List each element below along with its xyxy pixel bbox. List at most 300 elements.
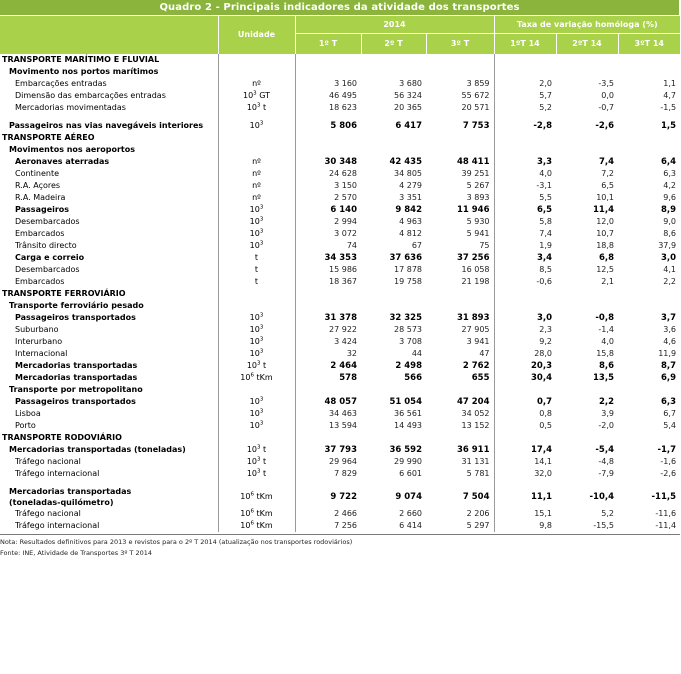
value-2t [361,288,426,300]
table-row [0,508,680,520]
row-unit [218,520,295,532]
unit-base: 10 [242,91,254,100]
rate-2t14: 2,1 [601,277,614,286]
rate-2t14: 11,4 [593,205,614,215]
unit-exponent: 3 [257,468,261,475]
value-1t: 7 256 [334,521,357,530]
row-label: TRANSPORTE MARÍTIMO E FLUVIAL [2,55,160,64]
rate-3t14: -11,6 [655,509,677,518]
rate-2t14 [556,144,618,156]
rate-1t14: -0,6 [536,277,552,286]
row-unit [218,78,295,90]
value-1t: 13 594 [329,421,357,430]
row-unit [218,168,295,180]
rate-3t14 [618,66,680,78]
value-2t [361,144,426,156]
value-2t: 3 708 [399,337,422,346]
unit-suffix: GT [256,91,271,100]
value-3t: 3 941 [426,336,494,348]
table-row [0,252,680,264]
table-row [0,276,680,288]
rate-2t14: -0,7 [598,103,614,112]
rate-2t14: 5,2 [601,509,614,518]
value-2t: 28 573 [394,325,422,334]
rate-3t14 [618,288,680,300]
value-3t: 11 946 [426,204,494,216]
rate-3t14: 4,2 [663,181,677,190]
rate-2t14: 6,8 [598,253,614,263]
value-2t [361,300,426,312]
value-2t: 44 [411,349,422,358]
unit-exponent: 3 [259,228,264,235]
value-1t: 24 628 [329,169,357,178]
rate-2t14: 3,9 [601,409,614,418]
rate-2t14: 18,8 [596,241,614,250]
rate-3t14 [618,132,680,144]
rate-2t14 [556,66,618,78]
unit-exponent: 3 [259,216,264,223]
value-1t: 2 464 [330,361,357,371]
rate-3t14: 11,9 [658,349,677,358]
value-3t: 3 859 [426,78,494,90]
row-label: Dimensão das embarcações entradas [15,91,166,100]
table-row [0,372,680,384]
row-label: Passageiros transportados [15,397,136,406]
table-row [0,312,680,324]
row-label: Tráfego nacional [15,509,81,518]
value-2t: 6 417 [395,121,422,131]
value-1t: 3 160 [334,79,357,88]
value-3t [426,384,494,396]
value-2t: 34 805 [394,169,422,178]
rate-1t14: 32,0 [534,469,552,478]
value-3t: 5 930 [426,216,494,228]
rate-1t14: 0,8 [539,409,552,418]
unit-exponent: 3 [259,324,264,331]
value-3t: 20 571 [426,102,494,114]
row-unit [218,468,295,480]
value-2t: 2 498 [395,361,422,371]
unit-exponent: 6 [250,372,254,379]
unit-suffix: t [260,361,267,370]
unit-exponent: 3 [259,348,264,355]
unit-base: 10 [249,409,260,418]
value-2t: 9 074 [395,492,422,502]
unit-base: t [254,265,259,274]
rate-2t14: 7,2 [601,169,614,178]
rate-2t14: 2,2 [598,397,614,407]
unit-base: t [254,253,259,262]
rate-1t14: 14,1 [534,457,552,466]
table-row [0,264,680,276]
value-1t [295,288,361,300]
unit-base: 10 [246,103,257,112]
unit-base: t [254,277,259,286]
value-1t [295,300,361,312]
rate-1t14: 2,3 [539,325,552,334]
unit-base: 10 [249,121,260,130]
row-label: Interurbano [15,337,63,346]
subsection-row [0,144,680,156]
header-col-1t: 1º T [295,34,361,55]
unit-exponent: 3 [257,360,261,367]
rate-1t14: 9,8 [539,521,552,530]
value-1t: 6 140 [330,205,357,215]
unit-base: 10 [249,421,260,430]
value-2t [361,384,426,396]
table-row [0,156,680,168]
row-unit [218,486,295,508]
rate-1t14: 3,3 [536,157,552,167]
rate-3t14: 9,6 [663,193,677,202]
unit-base: 10 [249,217,260,226]
rate-3t14: -2,6 [660,469,677,478]
source-text: Fonte: INE, Atividade de Transportes 3º T 2014 [0,549,153,557]
rate-3t14: 6,7 [663,409,677,418]
rate-1t14 [494,288,556,300]
rate-1t14: 0,7 [536,397,552,407]
row-label: Tráfego nacional [15,457,81,466]
row-unit [218,360,295,372]
rate-2t14: 10,1 [596,193,614,202]
table-row [0,228,680,240]
value-2t: 42 435 [389,157,422,167]
rate-2t14: 4,0 [601,337,614,346]
table-row [0,78,680,90]
rate-1t14 [494,432,556,444]
unit-base: 10 [240,373,251,382]
value-2t: 29 990 [394,457,422,466]
row-label: Movimentos nos aeroportos [9,145,135,154]
value-1t: 2 466 [334,509,357,518]
section-row [0,288,680,300]
table-row [0,102,680,114]
unit-suffix: tKm [253,373,273,382]
rate-2t14: -4,8 [598,457,614,466]
unit-base: 10 [240,509,251,518]
rate-1t14: 9,2 [539,337,552,346]
value-3t: 75 [426,240,494,252]
row-unit [218,54,295,66]
row-label: Internacional [15,349,68,358]
row-unit [218,408,295,420]
rate-2t14 [556,432,618,444]
value-1t: 2 570 [334,193,357,202]
row-label: Aeronaves aterradas [15,157,110,166]
rate-2t14 [556,384,618,396]
row-label-line2: (toneladas-quilómetro) [9,498,114,507]
row-unit [218,384,295,396]
row-label [0,486,218,508]
value-1t: 15 986 [329,265,357,274]
row-label: TRANSPORTE RODOVIÁRIO [2,433,122,442]
row-unit [218,120,295,132]
rate-2t14 [556,300,618,312]
value-3t: 48 411 [426,156,494,168]
rate-3t14: -1,6 [660,457,677,466]
rate-2t14: -2,6 [595,121,614,131]
unit-exponent: 3 [259,240,264,247]
value-1t: 9 722 [330,492,357,502]
value-2t: 6 414 [399,521,422,530]
unit-base: 10 [240,521,251,530]
value-3t: 13 152 [426,420,494,432]
unit-exponent: 3 [259,336,264,343]
row-unit [218,312,295,324]
value-2t [361,54,426,66]
header-col-2t: 2º T [361,34,426,55]
unit-suffix: t [260,103,267,112]
table-bottom-border [0,534,680,535]
unit-exponent: 3 [257,456,261,463]
unit-suffix: t [260,457,267,466]
rate-2t14: -7,9 [598,469,614,478]
value-2t [361,132,426,144]
unit-base: nº [252,79,261,88]
row-label: Porto [15,421,36,430]
unit-exponent: 3 [259,120,264,127]
rate-3t14: 6,4 [660,157,677,167]
value-2t: 56 324 [394,91,422,100]
section-row [0,132,680,144]
table-row [0,204,680,216]
table-row [0,468,680,480]
unit-exponent: 3 [259,396,264,403]
value-1t [295,54,361,66]
value-2t: 566 [404,373,422,383]
unit-exponent: 6 [250,508,254,515]
unit-suffix: tKm [253,521,273,530]
rate-2t14: -0,8 [595,313,614,323]
row-unit [218,192,295,204]
value-1t: 2 994 [334,217,357,226]
value-3t: 7 504 [426,486,494,508]
row-unit [218,432,295,444]
value-2t: 4 963 [399,217,422,226]
table-row [0,360,680,372]
rate-3t14: -11,5 [651,492,677,502]
rate-3t14: 3,6 [663,325,677,334]
header-col-3t14: 3ºT 14 [618,34,680,55]
row-unit [218,144,295,156]
rate-1t14: 5,2 [539,103,552,112]
value-2t: 9 842 [395,205,422,215]
table-row [0,240,680,252]
table-row [0,90,680,102]
rate-3t14 [618,432,680,444]
unit-base: 10 [246,445,257,454]
value-3t: 39 251 [426,168,494,180]
value-2t: 3 680 [399,79,422,88]
table-row [0,336,680,348]
row-unit [218,372,295,384]
table-row [0,168,680,180]
value-3t: 31 131 [426,456,494,468]
value-2t: 6 601 [399,469,422,478]
row-unit [218,396,295,408]
row-label: Transporte ferroviário pesado [9,301,144,310]
rate-2t14: 6,5 [601,181,614,190]
indicators-table [0,16,680,532]
rate-3t14: 8,7 [660,361,677,371]
rate-2t14: 15,8 [596,349,614,358]
value-2t: 32 325 [389,313,422,323]
rate-2t14: -15,5 [593,521,614,530]
header-col-3t: 3º T [426,34,494,55]
rate-1t14: 5,7 [539,91,552,100]
row-unit [218,240,295,252]
subsection-row [0,66,680,78]
unit-suffix: t [260,469,267,478]
rate-3t14: -1,5 [660,103,677,112]
row-unit [218,204,295,216]
row-unit [218,252,295,264]
row-unit [218,180,295,192]
value-3t: 47 [426,348,494,360]
value-1t: 32 [346,349,357,358]
header-row-top [0,16,680,34]
row-label-line1: Mercadorias transportadas [9,487,132,496]
value-3t: 5 267 [426,180,494,192]
table-row [0,444,680,456]
note-text: Nota: Resultados definitivos para 2013 e revistos para o 2º T 2014 (atualização nos transportes rodoviários) [0,538,353,546]
unit-suffix: tKm [253,492,273,501]
rate-1t14 [494,54,556,66]
unit-exponent: 3 [257,102,261,109]
table-row [0,192,680,204]
row-unit [218,216,295,228]
row-unit [218,324,295,336]
rate-3t14: 4,6 [663,337,677,346]
row-unit [218,276,295,288]
value-1t [295,144,361,156]
rate-3t14: 3,0 [660,253,677,263]
row-label: Continente [15,169,60,178]
value-2t: 67 [411,241,422,250]
unit-exponent: 3 [253,90,257,97]
row-label: Embarcados [15,229,65,238]
value-1t: 31 378 [324,313,357,323]
value-1t: 3 150 [334,181,357,190]
rate-1t14: -3,1 [536,181,552,190]
rate-1t14: 0,5 [539,421,552,430]
rate-1t14: 11,1 [531,492,552,502]
row-unit [218,336,295,348]
rate-1t14: 1,9 [539,241,552,250]
rate-1t14: 30,4 [531,373,552,383]
rate-3t14: 6,9 [660,373,677,383]
row-label: Passageiros [15,205,70,214]
rate-2t14: -5,4 [595,445,614,455]
rate-1t14 [494,132,556,144]
row-label: Transporte por metropolitano [9,385,143,394]
rate-3t14: 4,7 [663,91,677,100]
row-unit [218,90,295,102]
rate-1t14: 8,5 [539,265,552,274]
value-3t: 16 058 [426,264,494,276]
value-3t [426,300,494,312]
value-1t: 7 829 [334,469,357,478]
row-unit [218,444,295,456]
unit-suffix: tKm [253,509,273,518]
unit-exponent: 3 [259,408,264,415]
value-3t: 2 206 [426,508,494,520]
unit-base: 10 [249,229,260,238]
row-unit [218,508,295,520]
value-3t: 5 941 [426,228,494,240]
subsection-row [0,384,680,396]
value-3t [426,288,494,300]
value-1t: 3 072 [334,229,357,238]
value-1t: 34 353 [324,253,357,263]
rate-1t14: 5,8 [539,217,552,226]
value-2t: 14 493 [394,421,422,430]
rate-2t14: -1,4 [598,325,614,334]
row-label: Tráfego internacional [15,469,100,478]
value-1t: 578 [339,373,357,383]
value-2t: 51 054 [389,397,422,407]
unit-base: nº [252,193,261,202]
unit-base: 10 [246,361,257,370]
row-unit [218,156,295,168]
rate-3t14: 3,7 [660,313,677,323]
unit-base: 10 [249,397,260,406]
rate-2t14: -2,0 [598,421,614,430]
value-3t: 21 198 [426,276,494,288]
row-unit [218,300,295,312]
table-row [0,120,680,132]
value-1t: 3 424 [334,337,357,346]
rate-1t14: 6,5 [536,205,552,215]
table-row [0,396,680,408]
value-1t [295,132,361,144]
row-label: Passageiros transportados [15,313,136,322]
rate-3t14: 9,0 [663,217,677,226]
unit-base: 10 [249,313,260,322]
row-label: R.A. Madeira [15,193,66,202]
row-unit [218,456,295,468]
value-2t: 19 758 [394,277,422,286]
subsection-row [0,300,680,312]
unit-base: 10 [249,337,260,346]
value-2t: 37 636 [389,253,422,263]
row-unit [218,264,295,276]
row-label: Movimento nos portos marítimos [9,67,159,76]
row-label: Mercadorias transportadas [15,361,138,370]
value-3t: 31 893 [426,312,494,324]
value-1t [295,432,361,444]
rate-2t14: 0,0 [601,91,614,100]
value-1t: 29 964 [329,457,357,466]
header-blank [0,16,218,54]
header-unidade: Unidade [218,16,295,54]
rate-3t14: 1,1 [663,79,677,88]
rate-1t14 [494,144,556,156]
row-unit [218,66,295,78]
unit-base: 10 [249,349,260,358]
rate-2t14: 13,5 [593,373,614,383]
rate-1t14 [494,66,556,78]
row-label: Mercadorias movimentadas [15,103,126,112]
unit-exponent: 6 [250,520,254,527]
table-row [0,180,680,192]
value-3t: 47 204 [426,396,494,408]
value-2t [361,432,426,444]
rate-2t14 [556,132,618,144]
unit-base: nº [252,181,261,190]
header-col-2t14: 2ºT 14 [556,34,618,55]
rate-1t14: 20,3 [531,361,552,371]
